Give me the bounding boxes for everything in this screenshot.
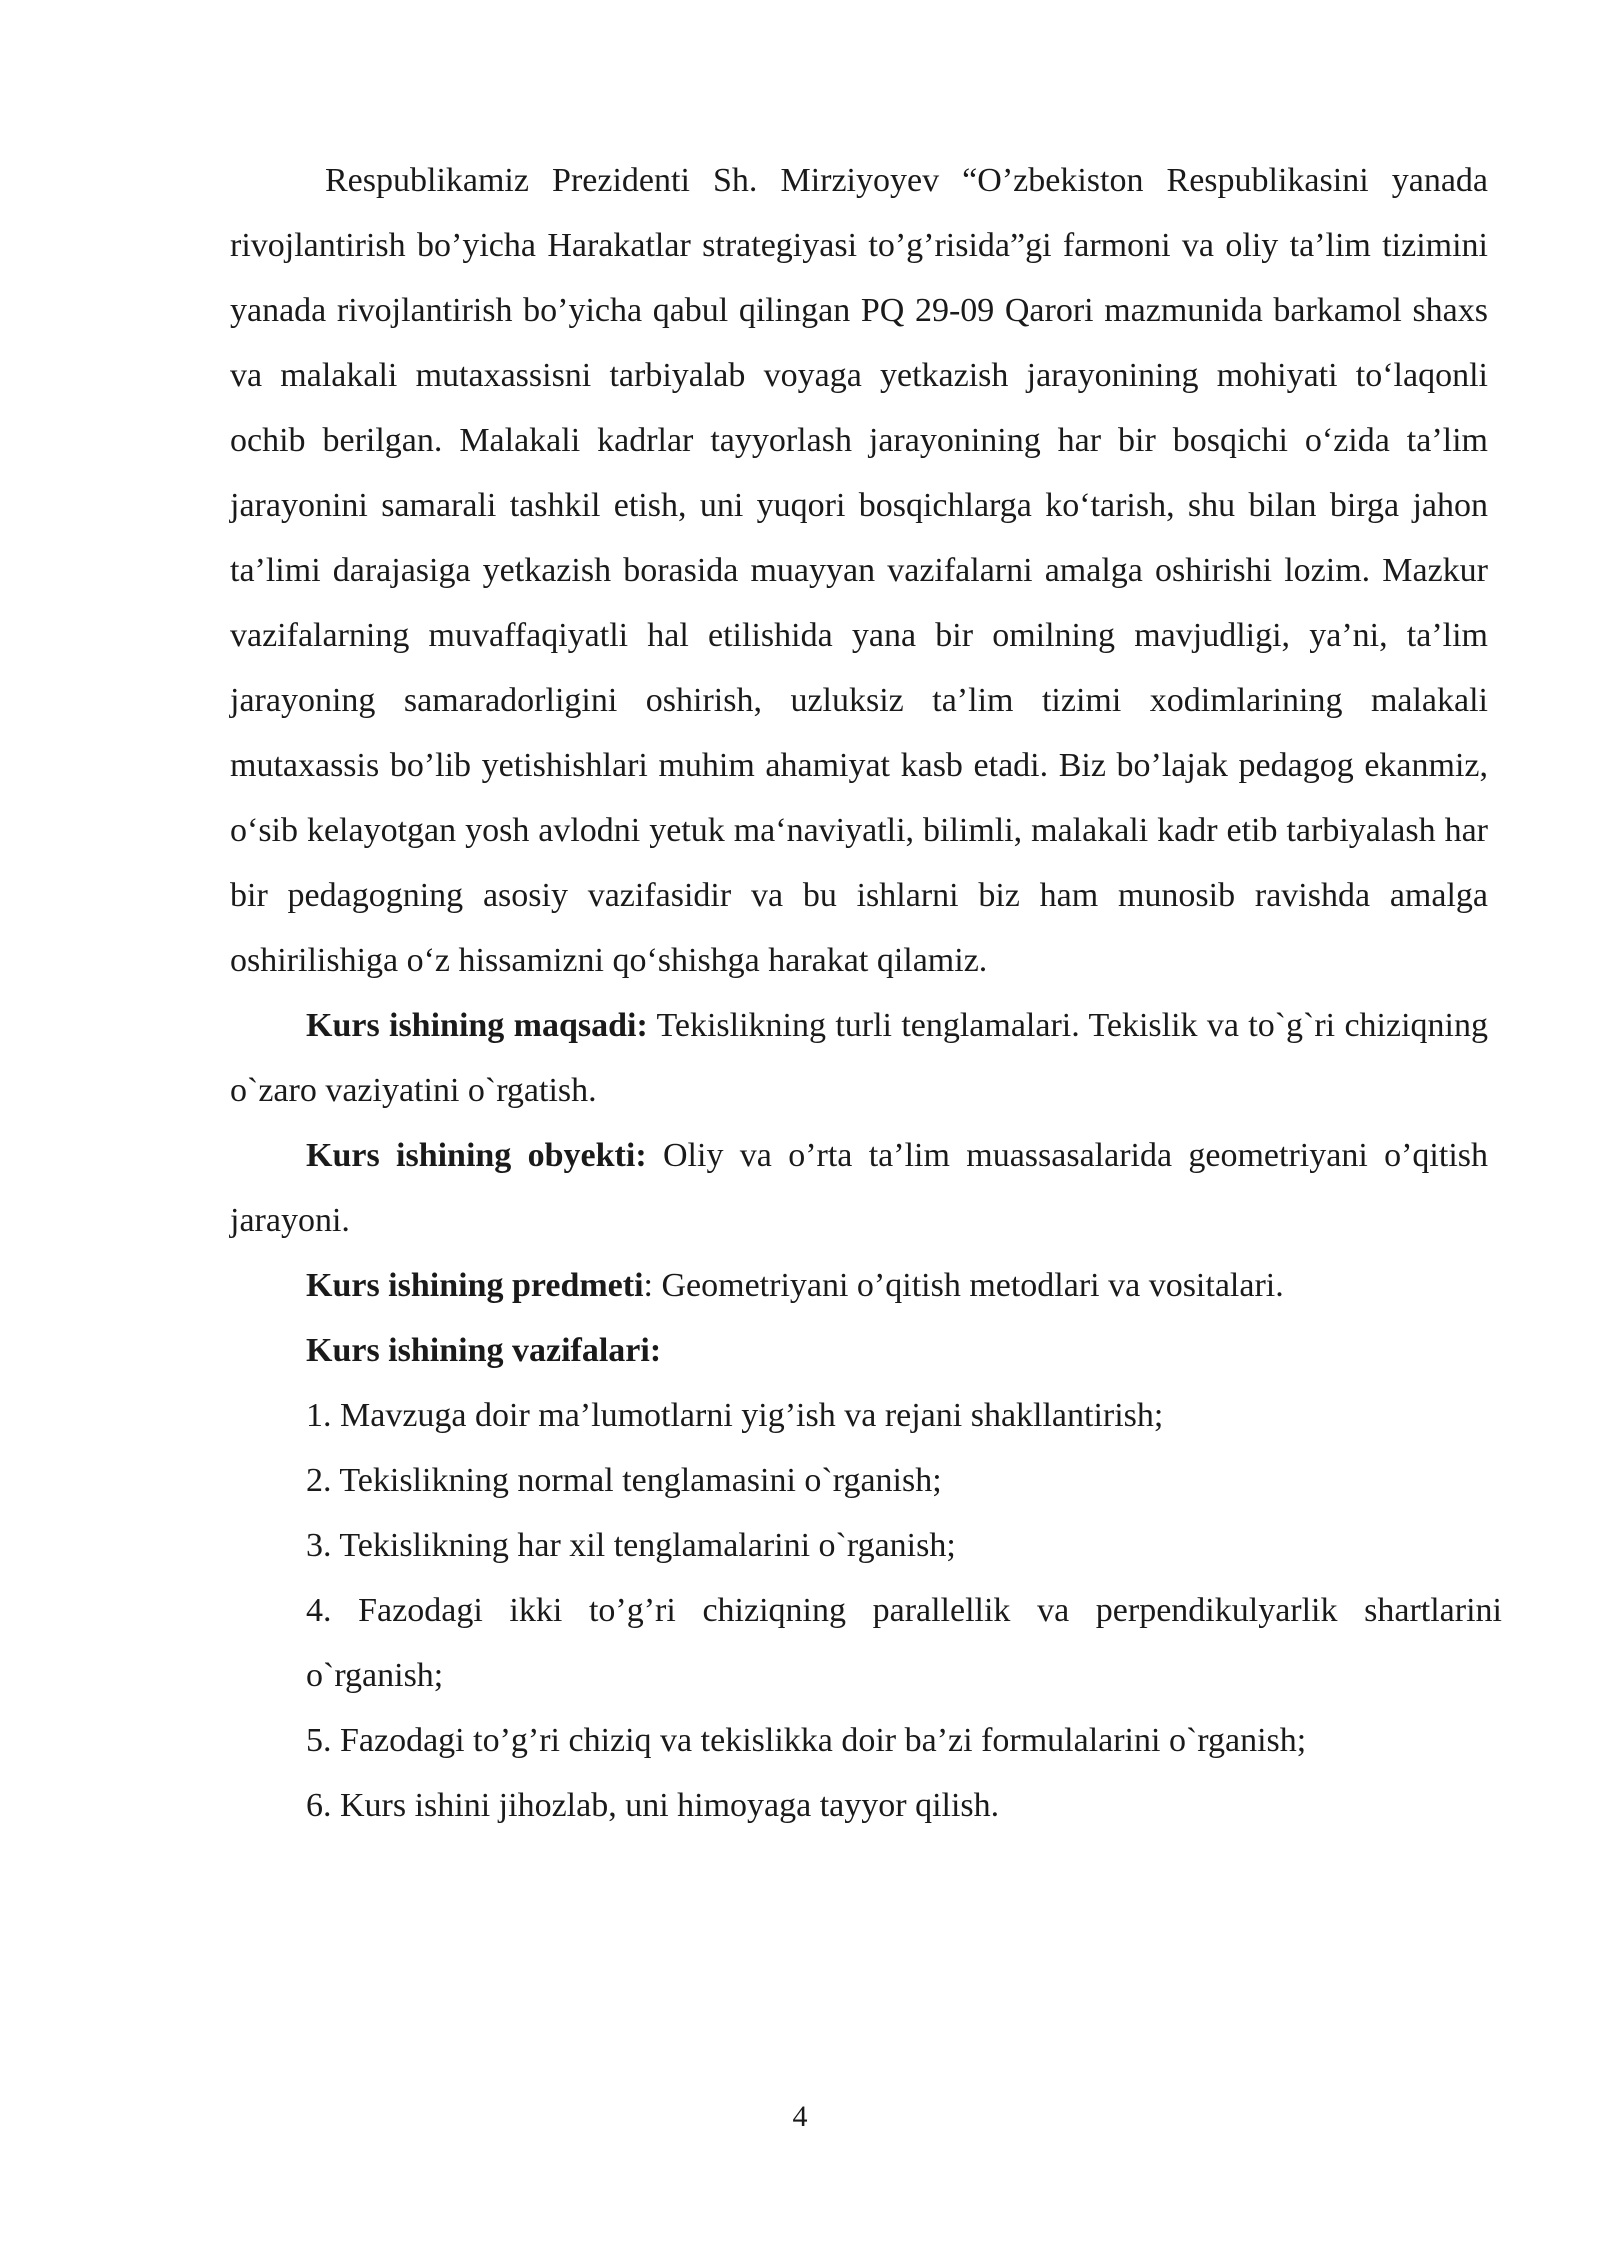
object-text: Oliy va o’rta ta’lim muassasalarida geometriyani o’qitish jarayoni. (230, 1137, 1489, 1239)
task-item-3: 3. Tekislikning har xil tenglamalarini o`rganish; (306, 1527, 956, 1564)
page-number: 4 (792, 2100, 808, 2133)
intro-paragraph: Respublikamiz Prezidenti Sh. Mirziyoyev “O’zbekiston Respublikasini yanada rivojlantirish bo’yicha Harakatlar strategiyasi to’g’risida”gi farmoni va oliy ta’lim tizimini yanada rivojlantirish bo’yicha qabul qilingan PQ 29-09 Qarori mazmunida barkamol shaxs va malakali mutaxassisni tarbiyalab voyaga yetkazish jarayonining mohiyati to‘laqonli ochib berilgan. Malakali kadrlar tayyorlash jarayonining har bir bosqichi o‘zida ta’lim jarayonini samarali tashkil etish, uni yuqori bosqichlarga ko‘tarish, shu bilan birga jahon ta’limi darajasiga yetkazish borasida muayyan vazifalarni amalga oshirishi lozim. Mazkur vazifalarning muvaffaqiyatli hal etilishida yana bir omilning mavjudligi, ya’ni, ta’lim jarayoning samaradorligini oshirish, uzluksiz ta’lim tizimi xodimlarining malakali mutaxassis bo’lib yetishishlari muhim ahamiyat kasb etadi. Biz bo’lajak pedagog ekanmiz, o‘sib kelayotgan yosh avlodni yetuk ma‘naviyatli, bilimli, malakali kadr etib tarbiyalash har bir pedagogning asosiy vazifasidir va bu ishlarni biz ham munosib ravishda amalga oshirilishiga o‘z hissamizni qo‘shishga harakat qilamiz. (230, 162, 1488, 979)
goal-text: Tekislikning turli tenglamalari. Tekislik va to`g`ri chiziqning o`zaro vaziyatini o`rgatish. (230, 1007, 1488, 1109)
body-text (230, 148, 1502, 1838)
tasks-heading: Kurs ishining vazifalari: (306, 1332, 662, 1369)
object-heading: Kurs ishining obyekti: (306, 1137, 647, 1174)
task-item-6: 6. Kurs ishini jihozlab, uni himoyaga tayyor qilish. (306, 1787, 1000, 1824)
subject-heading: Kurs ishining predmeti (306, 1267, 644, 1304)
task-item-5: 5. Fazodagi to’g’ri chiziq va tekislikka doir ba’zi formulalarini o`rganish; (306, 1722, 1307, 1759)
goal-paragraph (230, 993, 1488, 1123)
tasks-paragraph (230, 1318, 1488, 1383)
subject-paragraph (230, 1253, 1488, 1318)
goal-heading: Kurs ishining maqsadi: (306, 1007, 648, 1044)
task-item-2: 2. Tekislikning normal tenglamasini o`rganish; (306, 1462, 942, 1499)
task-item-4: 4. Fazodagi ikki to’g’ri chiziqning parallellik va perpendikulyarlik shartlarini o`rganish; (306, 1592, 1502, 1694)
subject-text: : Geometriyani o’qitish metodlari va vositalari. (643, 1267, 1284, 1304)
object-paragraph (230, 1123, 1488, 1253)
task-item-1: 1. Mavzuga doir ma’lumotlarni yig’ish va rejani shakllantirish; (306, 1397, 1164, 1434)
